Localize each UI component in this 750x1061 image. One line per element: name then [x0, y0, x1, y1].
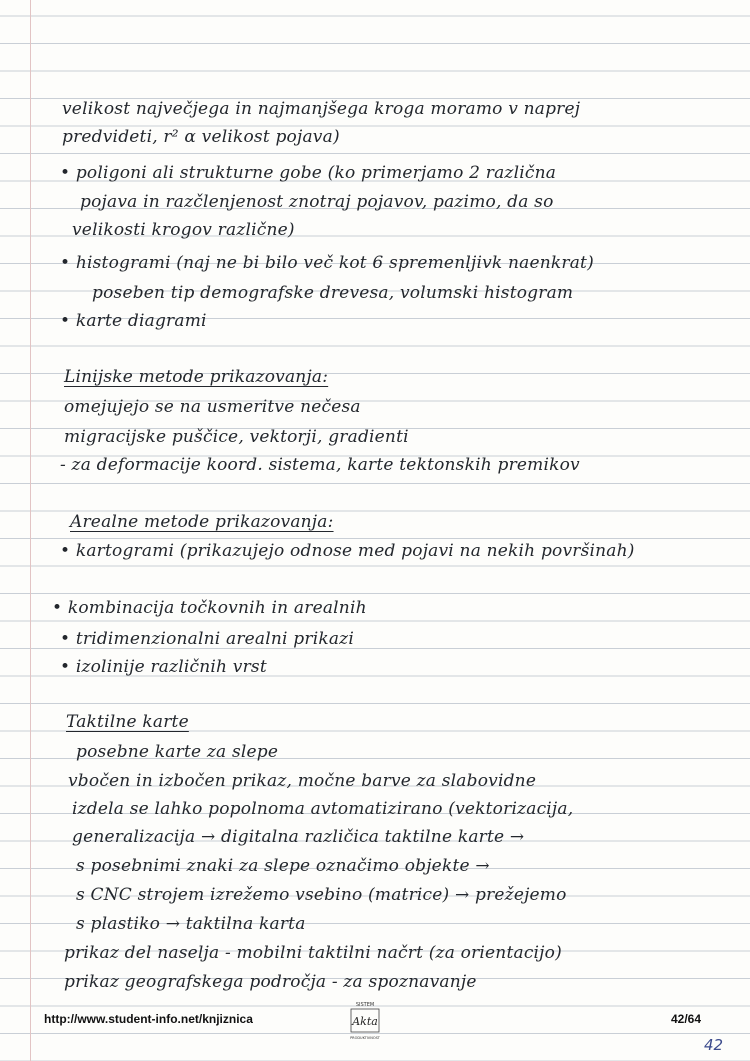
note-line-15: • kombinacija točkovnih in arealnih	[52, 598, 367, 618]
section-heading-tactile-maps: Taktilne karte	[66, 712, 189, 732]
note-line-17: • izolinije različnih vrst	[60, 657, 267, 677]
note-line-7: poseben tip demografske drevesa, volumski histogram	[92, 283, 574, 303]
note-line-14: • kartogrami (prikazujejo odnose med pojavi na nekih površinah)	[60, 541, 635, 561]
section-heading-line-methods: Linijske metode prikazovanja:	[64, 367, 329, 387]
logo-top-text: SISTEM	[355, 1002, 375, 1008]
page-margin-line	[30, 0, 31, 1061]
note-line-19: posebne karte za slepe	[76, 742, 279, 762]
handwritten-page-number: 42	[704, 1036, 724, 1054]
footer-page-number: 42/64	[671, 1012, 702, 1026]
note-line-20: vbočen in izbočen prikaz, močne barve za slabovidne	[68, 771, 537, 791]
akta-logo	[347, 1000, 383, 1042]
note-line-21: izdela se lahko popolnoma avtomatizirano (vektorizacija,	[72, 799, 574, 819]
note-line-5: velikosti krogov različne)	[72, 220, 295, 240]
note-line-6: • histogrami (naj ne bi bilo več kot 6 spremenljivk naenkrat)	[60, 253, 594, 273]
note-line-22: generalizacija → digitalna različica taktilne karte →	[72, 827, 525, 847]
section-heading-areal-methods: Arealne metode prikazovanja:	[70, 512, 334, 532]
note-line-25: s plastiko → taktilna karta	[76, 914, 306, 934]
note-line-2: predvideti, r² α velikost pojava)	[62, 127, 340, 147]
note-line-12: - za deformacije koord. sistema, karte tektonskih premikov	[60, 455, 580, 475]
logo-bottom-text: PRODUKTIVNOST	[350, 1036, 380, 1040]
note-line-3: • poligoni ali strukturne gobe (ko primerjamo 2 različna	[60, 163, 557, 183]
footer-source-url: http://www.student-info.net/knjiznica	[44, 1012, 253, 1026]
note-line-24: s CNC strojem izrežemo vsebino (matrice) → prežejemo	[76, 885, 567, 905]
logo-mid-text: Akta	[352, 1015, 378, 1028]
note-line-1: velikost največjega in najmanjšega kroga moramo v naprej	[62, 99, 581, 119]
note-line-26: prikaz del naselja - mobilni taktilni načrt (za orientacijo)	[64, 943, 562, 963]
note-line-4: pojava in razčlenjenost znotraj pojavov, pazimo, da so	[80, 192, 554, 212]
note-line-11: migracijske puščice, vektorji, gradienti	[64, 427, 409, 447]
note-line-27: prikaz geografskega področja - za spoznavanje	[64, 972, 477, 992]
note-line-10: omejujejo se na usmeritve nečesa	[64, 397, 361, 417]
note-line-8: • karte diagrami	[60, 311, 207, 331]
note-line-23: s posebnimi znaki za slepe označimo objekte →	[76, 856, 490, 876]
note-line-16: • tridimenzionalni arealni prikazi	[60, 629, 354, 649]
